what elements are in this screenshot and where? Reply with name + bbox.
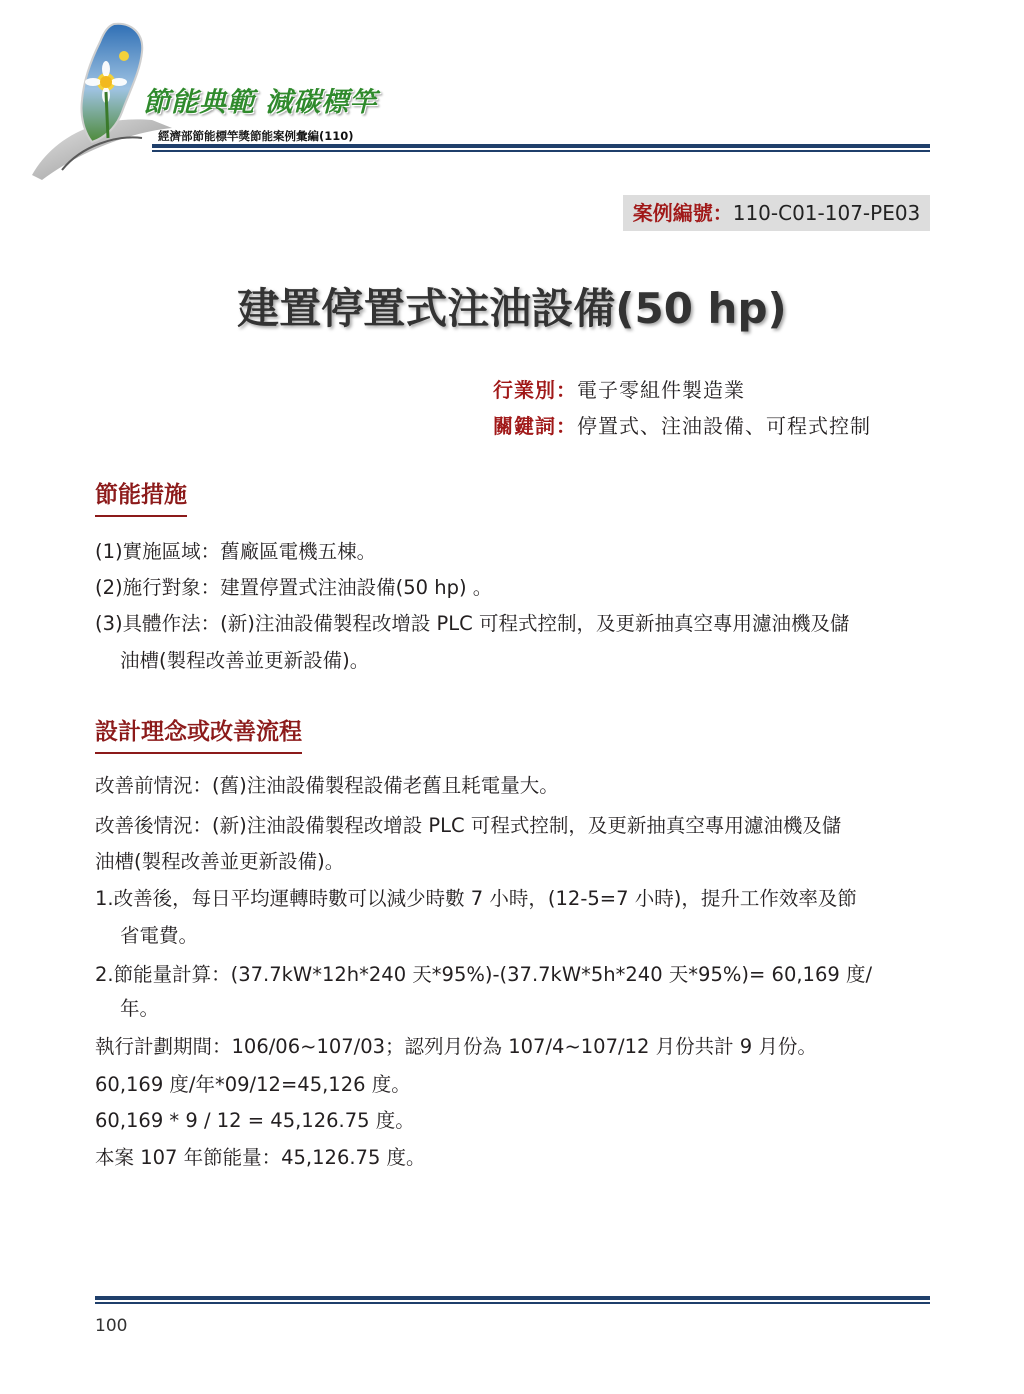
design-line: 本案 107 年節能量：45,126.75 度。 <box>95 1146 426 1169</box>
measure-item: (3)具體作法：(新)注油設備製程改增設 PLC 可程式控制，及更新抽真空專用濾油機及儲 <box>95 612 850 635</box>
design-line: 2.節能量計算：(37.7kW*12h*240 天*95%)-(37.7kW*5h*240 天*95%)= 60,169 度/ <box>95 963 873 986</box>
design-line: 60,169 * 9 / 12 = 45,126.75 度。 <box>95 1109 415 1132</box>
logo-subtitle: 經濟部節能標竿獎節能案例彙編(110) <box>158 129 354 143</box>
footer-divider <box>95 1296 930 1305</box>
measure-item: (1)實施區域：舊廠區電機五棟。 <box>95 540 377 563</box>
industry-label: 行業別： <box>493 378 577 402</box>
section-heading-measures: 節能措施 <box>95 476 187 517</box>
design-line: 改善前情況：(舊)注油設備製程設備老舊且耗電量大。 <box>95 774 559 797</box>
design-line: 執行計劃期間：106/06~107/03；認列月份為 107/4~107/12 月份共計 9 月份。 <box>95 1035 817 1058</box>
page-title: 建置停置式注油設備(50 hp) <box>237 284 787 333</box>
measure-item: (2)施行對象：建置停置式注油設備(50 hp) 。 <box>95 576 493 599</box>
design-line-continuation: 省電費。 <box>120 924 199 947</box>
case-number-value: 110-C01-107-PE03 <box>732 201 921 225</box>
page-number: 100 <box>95 1316 128 1336</box>
design-line: 60,169 度/年*09/12=45,126 度。 <box>95 1073 411 1096</box>
keywords-line <box>493 410 871 439</box>
measure-item-continuation: 油槽(製程改善並更新設備)。 <box>120 649 370 672</box>
keywords-value: 停置式、注油設備、可程式控制 <box>577 414 871 438</box>
case-number-box <box>623 195 930 231</box>
case-number-label: 案例編號： <box>632 201 733 225</box>
section-heading-design: 設計理念或改善流程 <box>95 713 302 754</box>
logo-title: 節能典範 減碳標竿 <box>143 87 378 118</box>
industry-value: 電子零組件製造業 <box>577 378 745 402</box>
design-line: 油槽(製程改善並更新設備)。 <box>95 850 345 873</box>
industry-line <box>493 374 745 403</box>
design-line: 1.改善後，每日平均運轉時數可以減少時數 7 小時，(12-5=7 小時)，提升工作效率及節 <box>95 887 857 910</box>
header-divider <box>152 144 930 153</box>
design-line-continuation: 年。 <box>120 997 160 1020</box>
design-line: 改善後情況：(新)注油設備製程改增設 PLC 可程式控制，及更新抽真空專用濾油機及儲 <box>95 814 842 837</box>
keywords-label: 關鍵詞： <box>493 414 577 438</box>
